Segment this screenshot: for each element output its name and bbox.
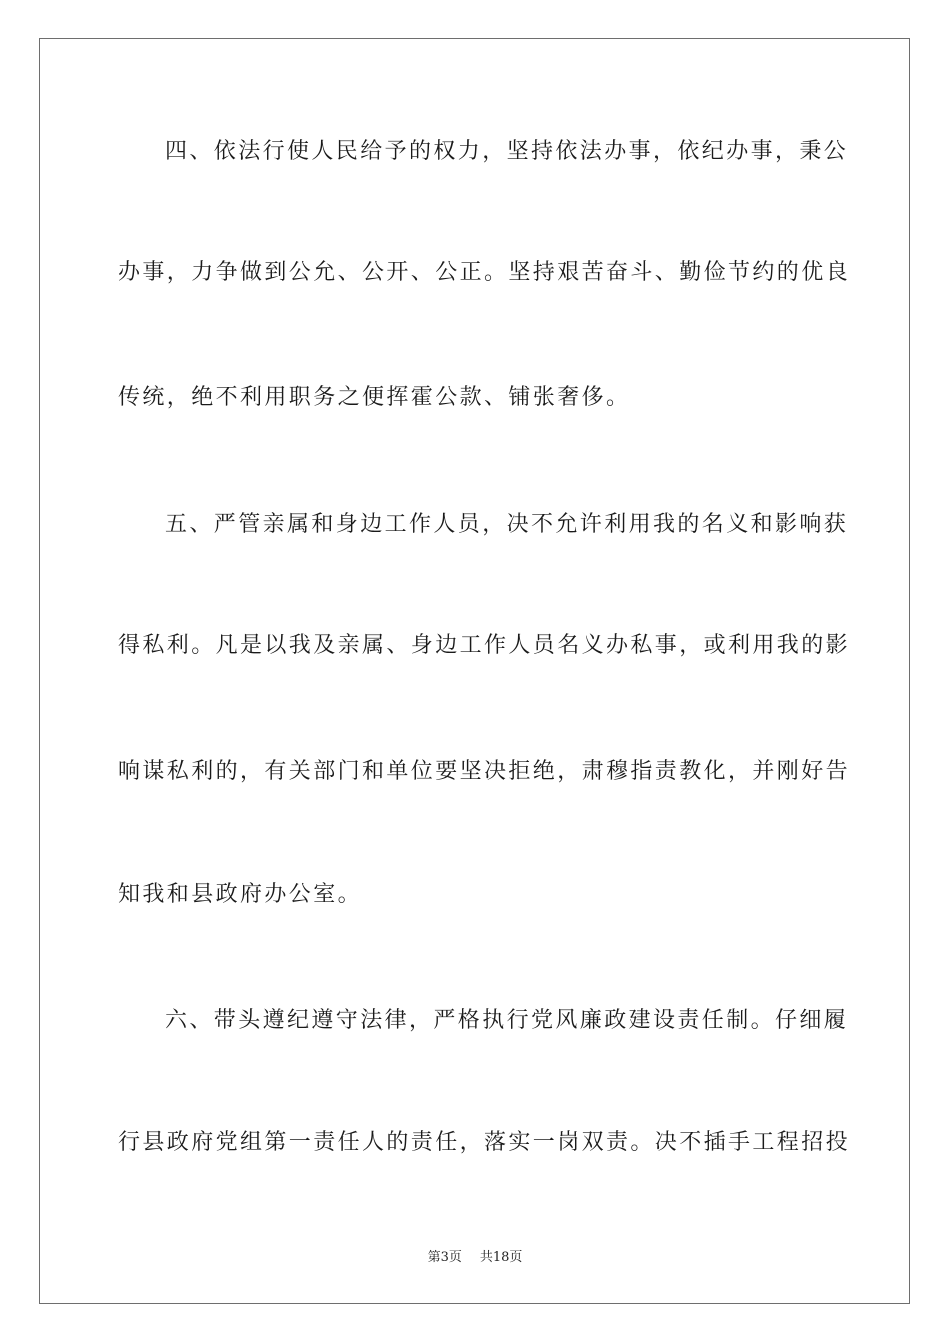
paragraph-line: 办事，力争做到公允、公开、公正。坚持艰苦奋斗、勤俭节约的优良	[118, 260, 851, 285]
paragraph-line: 六、带头遵纪遵守法律，严格执行党风廉政建设责任制。仔细履	[165, 1008, 849, 1033]
paragraph-line: 行县政府党组第一责任人的责任，落实一岗双责。决不插手工程招投	[118, 1130, 851, 1155]
page-total: 共18页	[479, 1250, 523, 1265]
page-border	[39, 38, 910, 1304]
paragraph-line: 四、依法行使人民给予的权力，坚持依法办事，依纪办事，秉公	[165, 139, 849, 164]
paragraph-line: 得私利。凡是以我及亲属、身边工作人员名义办私事，或利用我的影	[118, 633, 851, 658]
paragraph-line: 五、严管亲属和身边工作人员，决不允许利用我的名义和影响获	[165, 512, 849, 537]
paragraph-line: 响谋私利的，有关部门和单位要坚决拒绝，肃穆指责教化，并刚好告	[118, 759, 851, 784]
page-number: 第3页	[427, 1250, 462, 1265]
page-footer	[0, 1246, 950, 1265]
paragraph-line: 传统，绝不利用职务之便挥霍公款、铺张奢侈。	[118, 385, 631, 410]
paragraph-line: 知我和县政府办公室。	[118, 882, 363, 907]
